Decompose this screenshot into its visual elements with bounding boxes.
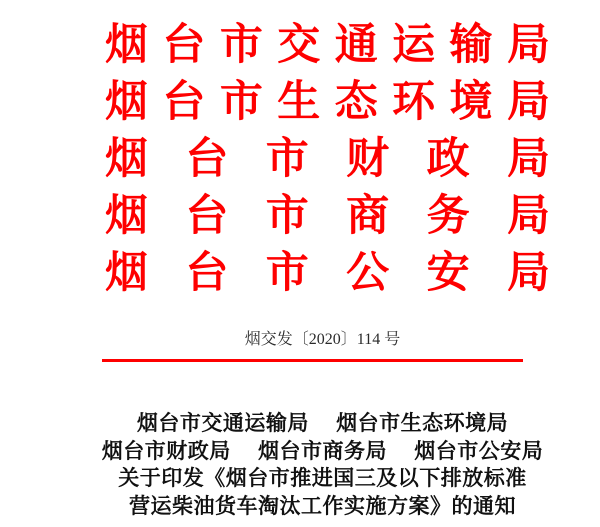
title-line-subject-2: 营运柴油货车淘汰工作实施方案》的通知 — [129, 493, 516, 518]
agency-line-ecology-environment-bureau: 烟 台 市 生 态 环 境 局 — [105, 79, 550, 126]
letterhead-agencies — [105, 17, 550, 302]
title-line-agencies-2: 烟台市财政局 烟台市商务局 烟台市公安局 — [101, 438, 544, 463]
title-line-subject-1: 关于印发《烟台市推进国三及以下排放标准 — [118, 466, 527, 490]
agency-line-finance-bureau: 烟 台 市 财 政 局 — [105, 136, 550, 183]
notice-title — [45, 410, 600, 520]
agency-line-public-security-bureau: 烟 台 市 公 安 局 — [105, 250, 550, 297]
red-divider-line — [102, 359, 523, 362]
agency-line-commerce-bureau: 烟 台 市 商 务 局 — [105, 193, 550, 240]
title-line-agencies-1: 烟台市交通运输局 烟台市生态环境局 — [136, 411, 509, 435]
document-number: 烟交发〔2020〕114 号 — [244, 331, 401, 348]
agency-line-transport-bureau: 烟 台 市 交 通 运 输 局 — [105, 22, 550, 69]
